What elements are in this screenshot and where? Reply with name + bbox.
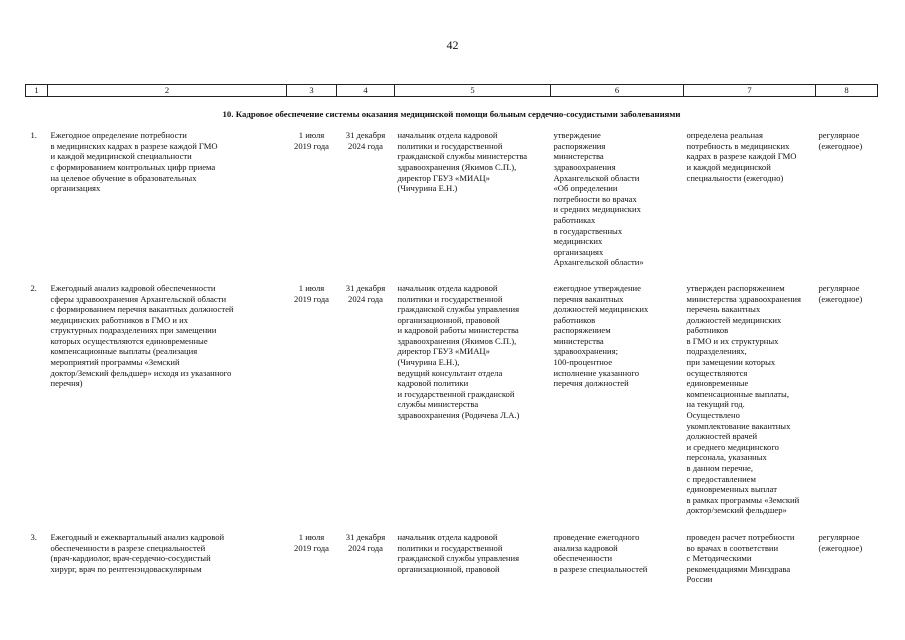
measure-cell: Ежегодное определение потребности в медицинских кадрах в разрезе каждой ГМО и каждой медицинской специальности с формированием контрольных цифр приема на целевое обучение в образовательных организациях xyxy=(50,130,218,194)
responsible-cell: начальник отдела кадровой политики и государственной гражданской службы управления организационной, правовой и кадровой работы министерства здравоохранения (Якимов С.П.), директор ГБУЗ «МИАЦ» (Чичурина Е.Н.), ведущий консультант отдела кадровой политики и государственной гражданской службы министерства здравоохранения (Родичева Л.А.) xyxy=(397,282,520,421)
table-row xyxy=(26,532,878,585)
start-date-cell: 1 июля 2019 года xyxy=(294,130,329,151)
row-number: 1. xyxy=(30,130,37,141)
column-number: 1 xyxy=(26,85,48,97)
regularity-cell: регулярное (ежегодное) xyxy=(818,130,863,151)
end-date-cell: 31 декабря 2024 года xyxy=(345,282,386,304)
column-number-row xyxy=(26,85,878,97)
responsible-cell: начальник отдела кадровой политики и государственной гражданской службы министерства здравоохранения (Якимов С.П.), директор ГБУЗ «МИАЦ» (Чичурина Е.Н.) xyxy=(397,130,528,194)
column-number: 8 xyxy=(816,85,878,97)
column-number: 7 xyxy=(684,85,816,97)
column-number: 5 xyxy=(395,85,551,97)
responsible-cell: начальник отдела кадровой политики и государственной гражданской службы управления организационной, правовой xyxy=(397,531,520,574)
table-row xyxy=(26,283,878,532)
end-date-cell: 31 декабря 2024 года xyxy=(345,130,386,151)
regularity-cell: регулярное (ежегодное) xyxy=(818,531,863,553)
result-cell: определена реальная потребность в медицинских кадрах в разрезе каждой ГМО и каждой медицинской специальности (ежегодно) xyxy=(686,130,797,183)
column-number: 4 xyxy=(337,85,395,97)
measure-cell: Ежегодный и ежеквартальный анализ кадровой обеспеченности в разрезе специальностей (врач-кардиолог, врач-сердечно-сосудистый хирург, врач по рентгенэндоваскулярным xyxy=(50,531,225,574)
row-number: 3. xyxy=(30,531,37,542)
result-cell: проведен расчет потребности во врачах в соответствии с Методическими рекомендациями Минздрава России xyxy=(686,531,795,585)
row-number: 2. xyxy=(30,282,37,293)
indicator-cell: проведение ежегодного анализа кадровой обеспеченности в разрезе специальностей xyxy=(553,531,648,574)
indicator-cell: утверждение распоряжения министерства здравоохранения Архангельской области «Об определении потребности во врачах и средних медицинских работниках в государственных медицинских организациях Архангельской области» xyxy=(553,130,644,268)
table-row xyxy=(26,130,878,283)
section-row xyxy=(26,96,878,130)
column-number: 2 xyxy=(48,85,287,97)
column-number: 3 xyxy=(287,85,337,97)
measure-cell: Ежегодный анализ кадровой обеспеченности сферы здравоохранения Архангельской области с формированием перечня вакантных должностей медицинских работников в ГМО и их структурных подразделениях при замещении которых осуществляются единовременные компенсационные выплаты (реализация мероприятий программы «Земский доктор/Земский фельдшер» исходя из указанного перечня) xyxy=(50,282,234,389)
result-cell: утвержден распоряжением министерства здравоохранения перечень вакантных должностей медицинских работников в ГМО и их структурных подразделениях, при замещении которых осуществляются единовременные компенсационные выплаты, на текущий год. Осуществлено укомплектование вакантных должностей врачей и среднего медицинского персонала, указанных в данном перечне, с предоставлением единовременных выплат в рамках программы «Земский доктор/земский фельдшер» xyxy=(686,282,801,516)
regularity-cell: регулярное (ежегодное) xyxy=(818,282,863,304)
column-number: 6 xyxy=(551,85,684,97)
activity-table xyxy=(25,84,878,585)
start-date-cell: 1 июля 2019 года xyxy=(294,282,329,304)
page-number: 42 xyxy=(446,38,459,52)
section-title: 10. Кадровое обеспечение системы оказания медицинской помощи больным сердечно-сосудистыми заболеваниями xyxy=(222,108,681,119)
indicator-cell: ежегодное утверждение перечня вакантных должностей медицинских работников распоряжением министерства здравоохранения; 100-процентное исполнение указанного перечня должностей xyxy=(553,282,649,389)
start-date-cell: 1 июля 2019 года xyxy=(294,531,329,553)
end-date-cell: 31 декабря 2024 года xyxy=(345,531,386,553)
